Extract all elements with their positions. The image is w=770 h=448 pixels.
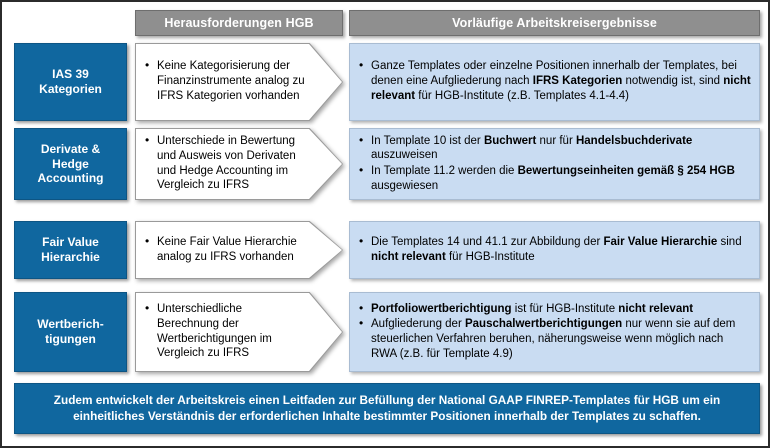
category-box-1-line-1: IAS 39 (52, 67, 89, 82)
category-box-4-line-2: tigungen (45, 332, 96, 346)
result-bullet-1-1-seg-2: notwendig ist, sind (622, 75, 724, 88)
challenge-bullet-1-1: • Keine Kategorisierung der Finanzinstrumente analog zu IFRS Kategorien vorhanden (143, 59, 307, 104)
challenge-list-3 (143, 235, 307, 266)
category-box-1[interactable] (14, 43, 127, 121)
column-header-challenges-label: Herausforderungen HGB (164, 16, 314, 30)
category-box-2-label (38, 142, 104, 186)
result-bullet-4-2-seg-2: nur wenn sie auf dem steuerlichen Verfahren beruhen, näherungsweise wenn möglich nach RWA (z.B. für Template 4.9) (371, 318, 736, 360)
result-list-3 (357, 235, 751, 265)
category-box-4-line-1: Wertberich- (37, 317, 104, 332)
result-bullet-1-1-seg-4: für HGB-Institute (z.B. Templates 4.1-4.4) (415, 89, 630, 102)
result-bullet-2-1-seg-1: Buchwert (483, 134, 537, 147)
result-bullet-4-1-seg-1: ist für HGB-Institute (511, 302, 619, 315)
result-box-1[interactable] (349, 43, 760, 121)
result-bullet-4-2-seg-1: Pauschalwertberichtigungen (464, 318, 623, 331)
category-box-3-label (41, 235, 100, 264)
challenge-list-1 (143, 59, 307, 105)
category-box-3[interactable] (14, 221, 127, 279)
category-box-4-label (37, 317, 103, 346)
result-bullet-1-1-seg-3: nicht relevant (371, 75, 751, 102)
result-bullet-2-2-seg-1: Bewertungseinheiten gemäß § 254 HGB (517, 165, 735, 177)
column-header-results (349, 10, 760, 36)
challenge-chevron-1-content (135, 43, 343, 121)
category-box-4[interactable] (14, 292, 127, 372)
result-bullet-3-1-seg-4: für HGB-Institute (445, 250, 535, 263)
result-list-1 (357, 59, 751, 104)
category-box-2[interactable] (14, 128, 127, 200)
category-box-2-line-1: Derivate & (40, 142, 101, 157)
challenge-list-4 (143, 302, 307, 363)
challenge-chevron-2[interactable] (135, 128, 343, 200)
result-bullet-1-1-seg-1: IFRS Kategorien (532, 75, 623, 88)
result-bullet-4-1-seg-0: Portfoliowertberichtigung (371, 302, 512, 315)
challenge-bullet-4-1: • Unterschiedliche Berechnung der Wertberichtigungen im Vergleich zu IFRS (143, 302, 307, 362)
column-header-results-label: Vorläufige Arbeitskreisergebnisse (452, 16, 657, 30)
result-bullet-2-1-seg-3: Handelsbuchderivate (575, 134, 693, 147)
result-bullet-1-1 (357, 59, 751, 103)
result-bullet-2-1-seg-2: nur für (536, 134, 576, 147)
result-bullet-3-1-seg-2: sind (717, 235, 742, 248)
summary-banner-line2: ein einheitliches Verständnis der erforderlichen Inhalte bestimmter Positionen innerhalb der Templates zu schaffen. (73, 392, 721, 423)
category-box-2-line-3: Accounting (37, 171, 104, 186)
summary-banner (14, 383, 760, 434)
result-bullet-2-2-seg-0: In Template 11.2 werden die (371, 165, 518, 177)
result-bullet-4-2-seg-0: Aufgliederung der (371, 318, 465, 331)
challenge-chevron-4-content (135, 292, 343, 372)
challenge-list-2 (143, 134, 307, 195)
result-list-2 (357, 134, 751, 195)
challenge-chevron-3-content (135, 221, 343, 279)
challenge-bullet-3-1: • Keine Fair Value Hierarchie analog zu IFRS vorhanden (143, 235, 307, 265)
challenge-chevron-2-content (135, 128, 343, 200)
category-box-3-line-2: Hierarchie (41, 250, 100, 264)
result-bullet-3-1-seg-3: nicht relevant (371, 250, 446, 263)
result-bullet-2-1-seg-4: auszuweisen (371, 149, 438, 162)
result-bullet-3-1-seg-1: Fair Value Hierarchie (603, 235, 718, 248)
summary-banner-text (27, 393, 747, 425)
result-bullet-2-1 (357, 134, 751, 163)
result-box-2[interactable] (349, 128, 760, 200)
challenge-chevron-3[interactable] (135, 221, 343, 279)
result-bullet-3-1-seg-0: Die Templates 14 und 41.1 zur Abbildung der (371, 235, 604, 248)
column-header-challenges (135, 10, 343, 36)
result-bullet-4-1 (357, 302, 751, 317)
challenge-bullet-2-1: • Unterschiede in Bewertung und Ausweis von Derivaten und Hedge Accounting im Vergleich zu IFRS (143, 134, 307, 194)
challenge-chevron-1[interactable] (135, 43, 343, 121)
result-bullet-1-1-seg-0: Ganze Templates oder einzelne Positionen innerhalb der Templates, bei denen eine Aufgliederung nach (371, 60, 737, 88)
category-box-1-label (39, 67, 102, 96)
result-bullet-4-1-seg-2: nicht relevant (618, 302, 694, 315)
result-bullet-2-2-seg-2: ausgewiesen (371, 179, 439, 192)
result-box-4[interactable] (349, 292, 760, 372)
result-bullet-2-2 (357, 164, 751, 193)
result-box-3[interactable] (349, 221, 760, 279)
result-bullet-2-1-seg-0: In Template 10 ist der (371, 134, 484, 147)
challenge-chevron-4[interactable] (135, 292, 343, 372)
category-box-2-line-2: Hedge (52, 156, 89, 171)
result-list-4 (357, 302, 751, 363)
summary-banner-line1: Zudem entwickelt der Arbeitskreis einen Leitfaden zur Befüllung der National GAAP FINREP-Templates für HGB um (53, 392, 700, 407)
category-box-1-line-2: Kategorien (39, 82, 102, 96)
result-bullet-4-2 (357, 317, 751, 361)
result-bullet-3-1 (357, 235, 751, 264)
category-box-3-line-1: Fair Value (42, 235, 99, 250)
